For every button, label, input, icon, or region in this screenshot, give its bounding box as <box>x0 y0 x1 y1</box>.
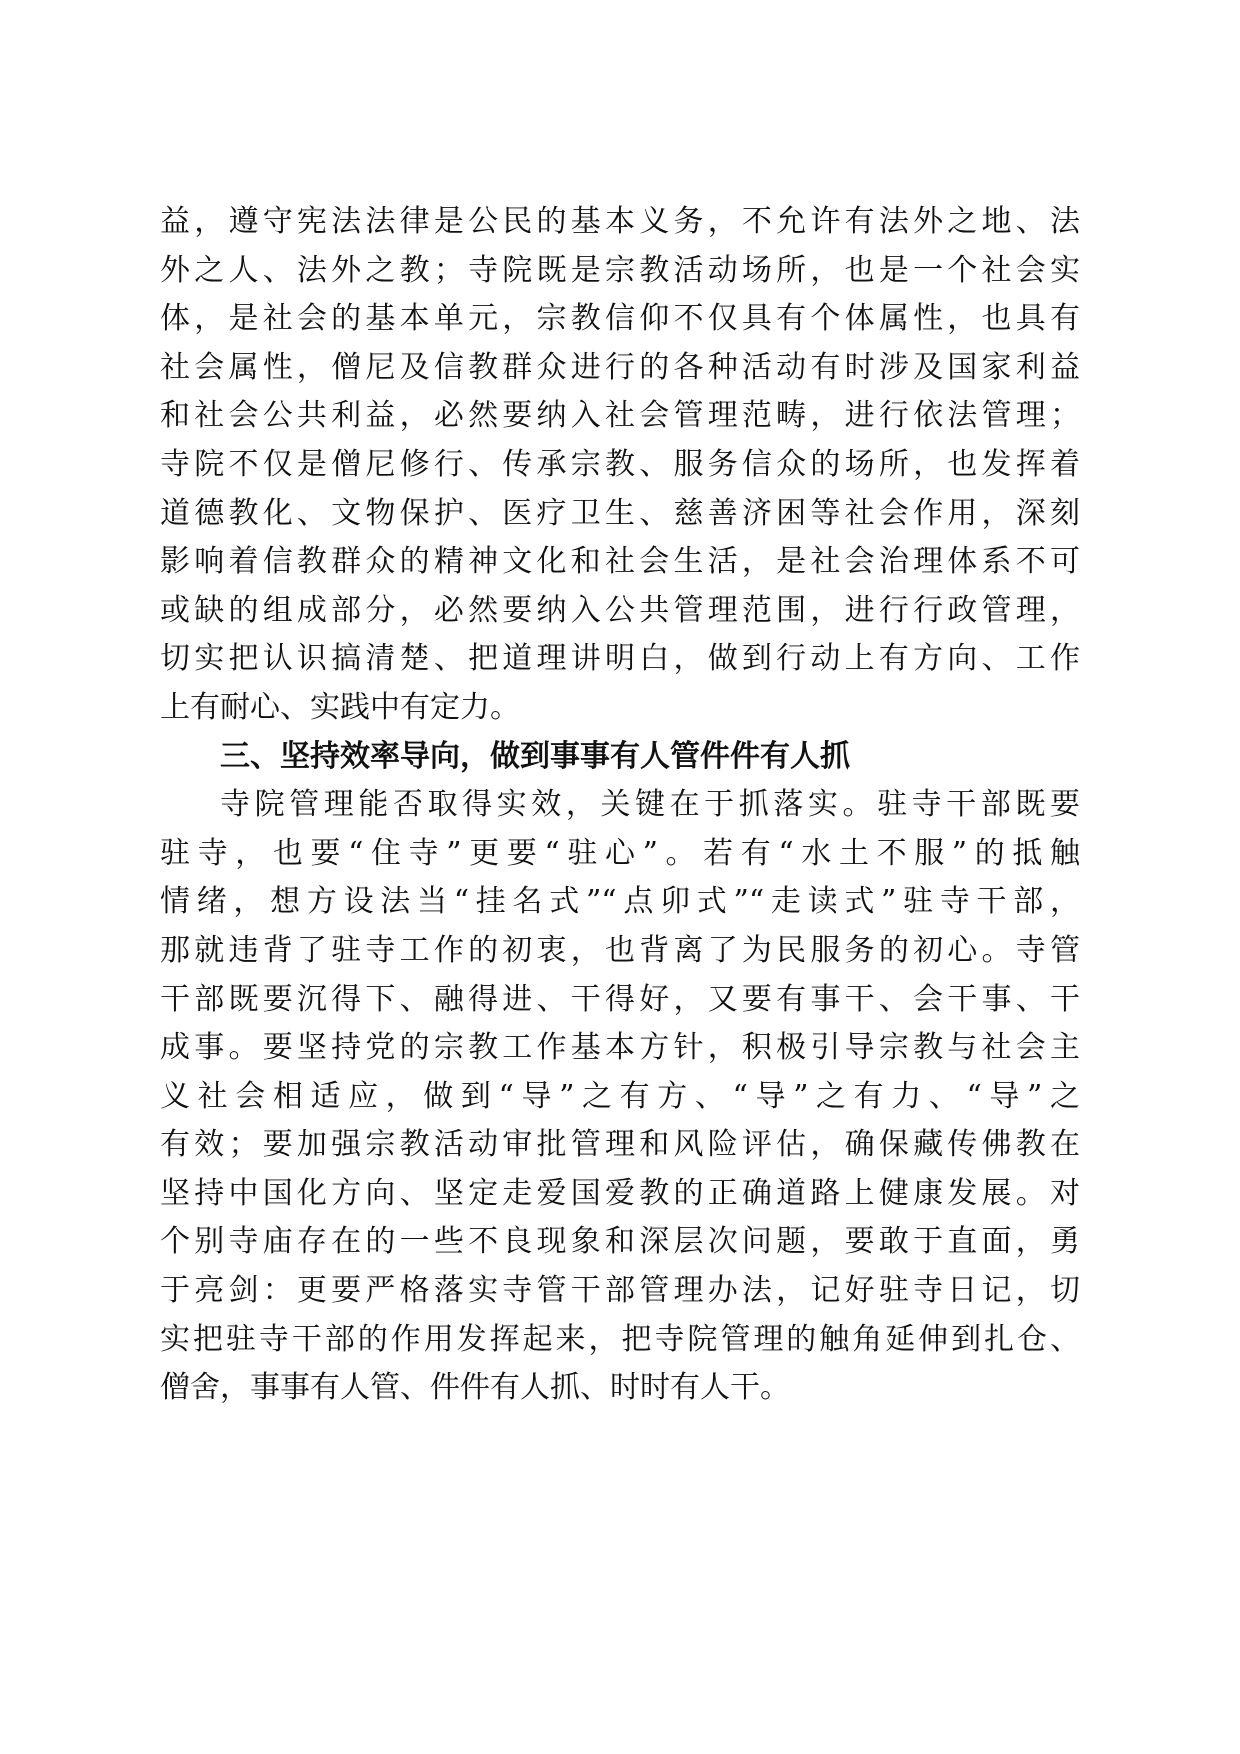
text-line: 实把驻寺干部的作用发挥起来，把寺院管理的触角延伸到扎仓、 <box>160 1321 1080 1357</box>
text-line: 外之人、法外之教；寺院既是宗教活动场所，也是一个社会实 <box>160 252 1080 288</box>
text-line: 益，遵守宪法法律是公民的基本义务，不允许有法外之地、法 <box>160 204 1080 239</box>
text-line: 情绪，想方设法当“挂名式”“点卯式”“走读式”驻寺干部， <box>160 884 1080 920</box>
text-line: 上有耐心、实践中有定力。 <box>160 689 520 725</box>
section-heading: 三、坚持效率导向，做到事事有人管件件有人抓 <box>220 738 850 774</box>
text-line: 干部既要沉得下、融得进、干得好，又要有事干、会干事、干 <box>160 981 1080 1017</box>
text-line: 有效；要加强宗教活动审批管理和风险评估，确保藏传佛教在 <box>160 1127 1080 1163</box>
text-line: 寺院管理能否取得实效，关键在于抓落实。驻寺干部既要 <box>220 787 1080 823</box>
text-line: 义社会相适应，做到“导”之有方、“导”之有力、“导”之 <box>160 1078 1080 1114</box>
text-line: 道德教化、文物保护、医疗卫生、慈善济困等社会作用，深刻 <box>160 495 1080 531</box>
text-line: 社会属性，僧尼及信教群众进行的各种活动有时涉及国家利益 <box>160 349 1080 385</box>
text-line: 影响着信教群众的精神文化和社会生活，是社会治理体系不可 <box>160 544 1080 580</box>
text-line: 成事。要坚持党的宗教工作基本方针，积极引导宗教与社会主 <box>160 1030 1080 1066</box>
text-line: 切实把认识搞清楚、把道理讲明白，做到行动上有方向、工作 <box>160 641 1080 677</box>
text-line: 驻寺，也要“住寺”更要“驻心”。若有“水土不服”的抵触 <box>160 835 1080 871</box>
text-line: 个别寺庙存在的一些不良现象和深层次问题，要敢于直面，勇 <box>160 1224 1080 1260</box>
text-line: 僧舍，事事有人管、件件有人抓、时时有人干。 <box>160 1370 790 1406</box>
text-line: 和社会公共利益，必然要纳入社会管理范畴，进行依法管理； <box>160 398 1080 434</box>
paragraph-efficiency <box>160 781 1080 1413</box>
text-line: 坚持中国化方向、坚定走爱国爱教的正确道路上健康发展。对 <box>160 1175 1080 1211</box>
paragraph-continuation <box>160 198 1080 733</box>
text-line: 体，是社会的基本单元，宗教信仰不仅具有个体属性，也具有 <box>160 301 1080 337</box>
text-line: 或缺的组成部分，必然要纳入公共管理范围，进行行政管理， <box>160 592 1080 628</box>
text-line: 那就违背了驻寺工作的初衷，也背离了为民服务的初心。寺管 <box>160 932 1080 968</box>
text-line: 于亮剑：更要严格落实寺管干部管理办法，记好驻寺日记，切 <box>160 1273 1080 1309</box>
document-body <box>160 198 1080 1413</box>
text-line: 寺院不仅是僧尼修行、传承宗教、服务信众的场所，也发挥着 <box>160 446 1080 482</box>
